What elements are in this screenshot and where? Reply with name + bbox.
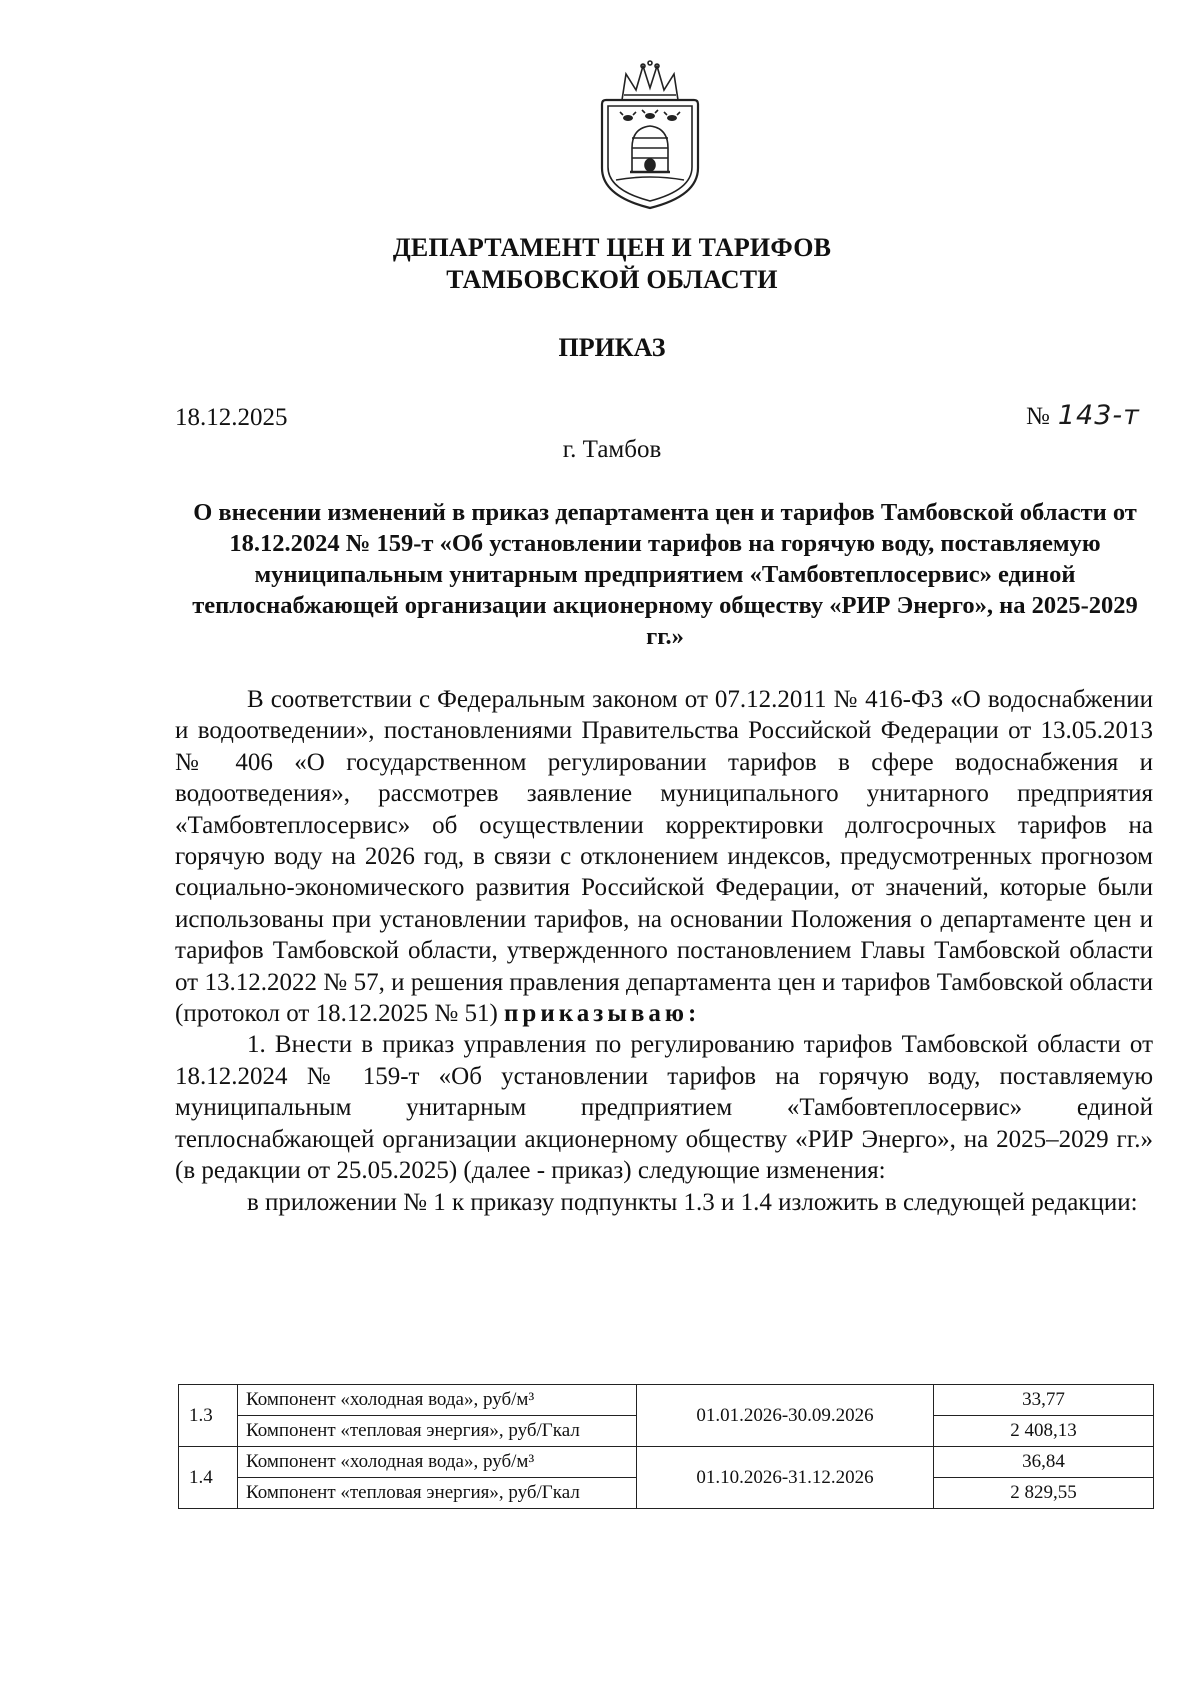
tariff-value: 2 829,55 — [934, 1478, 1154, 1509]
order-number — [1026, 400, 1140, 431]
appendix-paragraph: в приложении № 1 к приказу подпункты 1.3 и 1.4 изложить в следующей редакции: — [247, 1188, 1138, 1216]
tariff-value: 36,84 — [934, 1447, 1154, 1478]
order-date: 18.12.2025 — [175, 404, 288, 431]
tariffs-table — [178, 1384, 1154, 1509]
order-number-prefix: № — [1026, 403, 1050, 430]
tariff-value: 2 408,13 — [934, 1416, 1154, 1447]
order-number-handwritten: 143-т — [1057, 400, 1140, 431]
period-cell: 01.10.2026-31.12.2026 — [637, 1447, 934, 1509]
period-cell: 01.01.2026-30.09.2026 — [637, 1385, 934, 1447]
row-number: 1.3 — [179, 1385, 238, 1447]
component-name: Компонент «тепловая энергия», руб/Гкал — [238, 1478, 637, 1509]
department-name-line1: ДЕПАРТАМЕНТ ЦЕН И ТАРИФОВ — [392, 233, 832, 262]
document-type-title: ПРИКАЗ — [558, 333, 666, 362]
component-name: Компонент «холодная вода», руб/м³ — [238, 1447, 637, 1478]
table-row — [179, 1447, 1154, 1478]
order-command: приказываю: — [504, 1000, 701, 1028]
order-body — [175, 684, 1153, 1218]
component-name: Компонент «тепловая энергия», руб/Гкал — [238, 1416, 637, 1447]
order-subject: О внесении изменений в приказ департамента цен и тарифов Тамбовской области от 18.12.2024 № 159-т «Об установлении тарифов на горячую воду, поставляемую муниципальным унитарным предприятием «Тамбовтеплосервис» единой теплоснабжающей организации акционерному обществу «РИР Энерго», на 2025-2029 гг.» — [192, 499, 1138, 650]
item-1-paragraph: 1. Внести в приказ управления по регулированию тарифов Тамбовской области от 18.12.2024 № 159-т «Об установлении тарифов на горячую воду, поставляемую муниципальным унитарным предприятием «Тамбовтеплосервис» единой теплоснабжающей организации акционерному обществу «РИР Энерго», на 2025–2029 гг.» (в редакции от 25.05.2025) (далее - приказ) следующие изменения: — [175, 1031, 1153, 1185]
city-label: г. Тамбов — [562, 436, 662, 463]
preamble-text: В соответствии с Федеральным законом от 07.12.2011 № 416-ФЗ «О водоснабжении и водоотведении», постановлениями Правительства Российской Федерации от 13.05.2013 № 406 «О государственном регулировании тарифов в сфере водоснабжения и водоотведения», рассмотрев заявление муниципального унитарного предприятия «Тамбовтеплосервис» об осуществлении корректировки долгосрочных тарифов на горячую воду на 2026 год, в связи с отклонением индексов, предусмотренных прогнозом социально-экономического развития Российской Федерации, от значений, которые были использованы при установлении тарифов, на основании Положения о департаменте цен и тарифов Тамбовской области, утвержденного постановлением Главы Тамбовской области от 13.12.2022 № 57, и решения правления департамента цен и тарифов Тамбовской области (протокол от 18.12.2025 № 51) — [175, 686, 1153, 1028]
row-number: 1.4 — [179, 1447, 238, 1509]
preamble-paragraph — [175, 684, 1153, 1029]
tariff-value: 33,77 — [934, 1385, 1154, 1416]
department-name-line2: ТАМБОВСКОЙ ОБЛАСТИ — [446, 265, 778, 294]
component-name: Компонент «холодная вода», руб/м³ — [238, 1385, 637, 1416]
table-row — [179, 1385, 1154, 1416]
coat-of-arms-icon — [596, 60, 704, 210]
